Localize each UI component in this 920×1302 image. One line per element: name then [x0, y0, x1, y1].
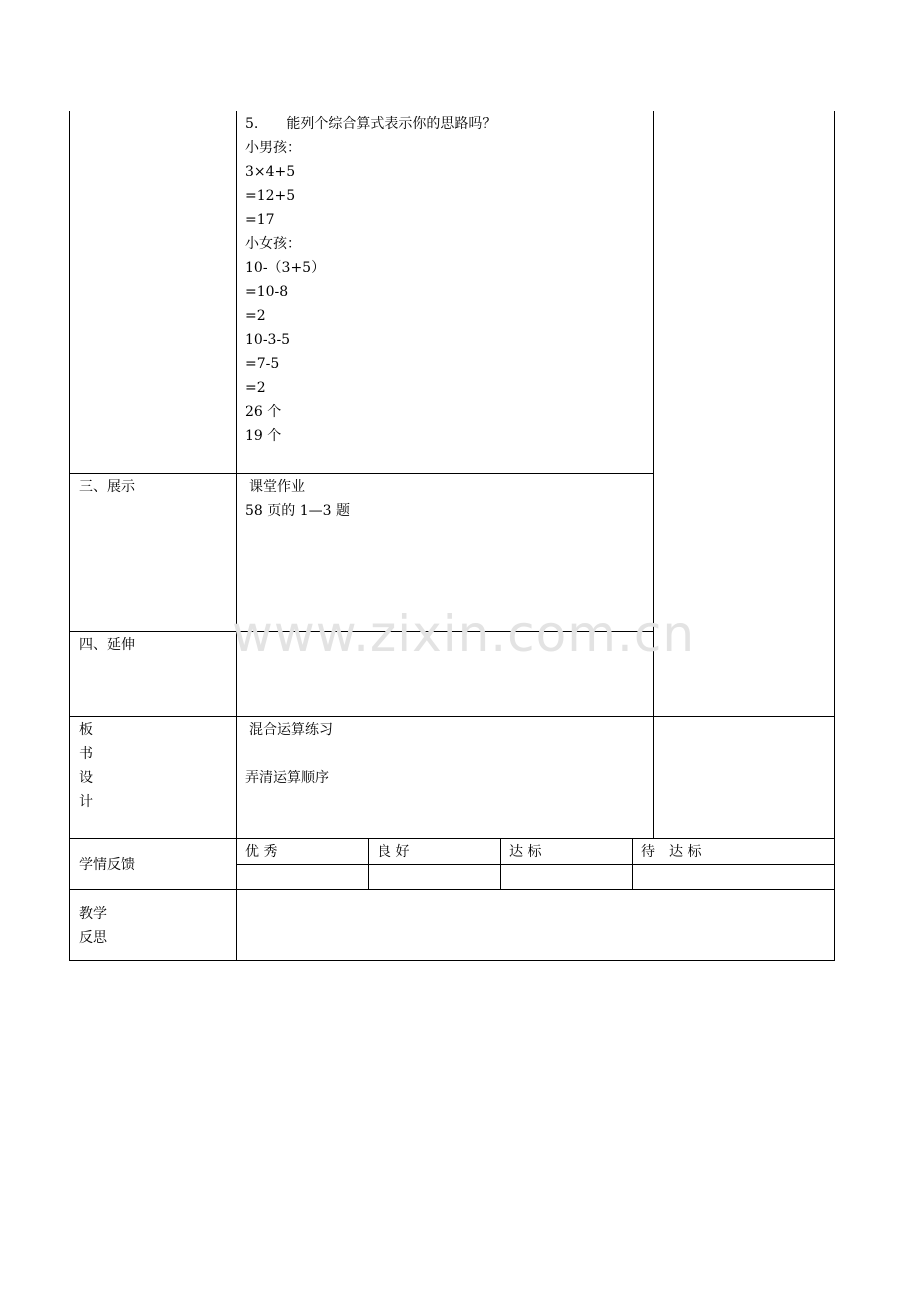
step-line: =12+5	[245, 188, 296, 204]
step-line: =10-8	[245, 284, 289, 300]
step-line: 10-3-5	[245, 332, 291, 348]
board-line-1: 混合运算练习	[249, 722, 333, 738]
show-title: 课堂作业	[249, 479, 305, 495]
feedback-level: 优 秀	[245, 844, 278, 860]
row-label-feedback: 学情反馈	[79, 857, 135, 873]
step-question: 5. 能列个综合算式表示你的思路吗？	[245, 116, 497, 132]
reflect-label-line1: 教学	[79, 906, 107, 922]
feedback-level: 达 标	[509, 844, 542, 860]
board-line-2: 弄清运算顺序	[245, 770, 329, 786]
step-line: 小男孩：	[245, 140, 301, 156]
step-line: 10-（3+5）	[245, 260, 326, 276]
board-label-char: 书	[79, 746, 93, 762]
step-line: =17	[245, 212, 275, 228]
show-line: 58 页的 1—3 题	[245, 503, 350, 519]
feedback-level: 良 好	[377, 844, 410, 860]
board-label-char: 设	[79, 770, 93, 786]
feedback-level: 待 达 标	[641, 844, 702, 860]
reflect-label-line2: 反思	[79, 930, 107, 946]
step-line: =2	[245, 380, 266, 396]
step-lines	[245, 136, 325, 448]
board-label-char: 计	[79, 794, 93, 810]
step-line: 26 个	[245, 404, 282, 420]
step-line: =2	[245, 308, 266, 324]
step-line: 小女孩：	[245, 236, 301, 252]
row-label-show: 三、展示	[79, 479, 135, 495]
board-label-char: 板	[79, 722, 93, 738]
step-line: 3×4+5	[245, 164, 296, 180]
row-label-extend: 四、延伸	[79, 637, 135, 653]
watermark: www.zixin.com.cn	[232, 605, 696, 663]
step-line: 19 个	[245, 428, 282, 444]
step-line: =7-5	[245, 356, 280, 372]
